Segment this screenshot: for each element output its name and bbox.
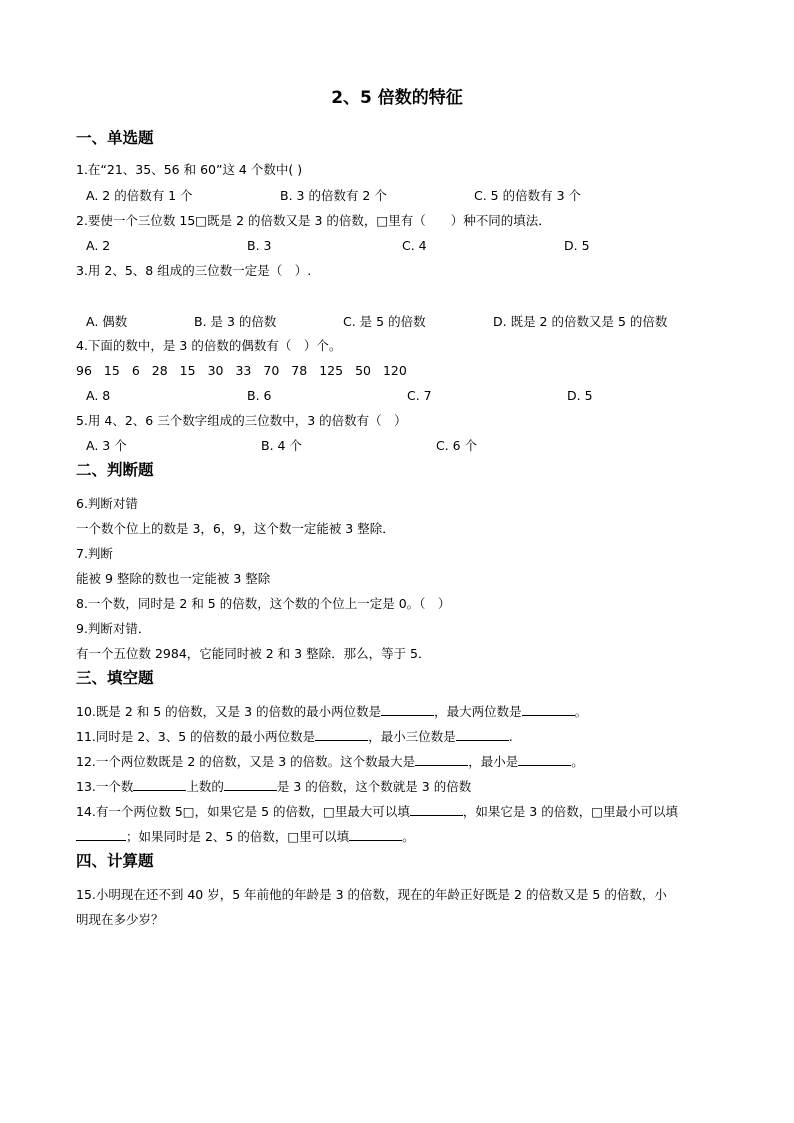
q5-option-b[interactable]: B. 4 个 (261, 438, 302, 453)
q10-text-b: ，最大两位数是 (434, 704, 522, 719)
q12-text-a: 12.一个两位数既是 2 的倍数，又是 3 的倍数。这个数最大是 (76, 754, 416, 769)
q12-blank-1[interactable] (415, 753, 468, 766)
number-item: 96 (76, 363, 92, 378)
q2-option-a[interactable]: A. 2 (86, 238, 111, 253)
q13-text-c: 是 3 的倍数，这个数就是 3 的倍数 (276, 779, 472, 794)
q14-text-a: 14.有一个两位数 5□，如果它是 5 的倍数，□里最大可以填 (76, 804, 410, 819)
number-item: 50 (355, 363, 371, 378)
q14-text-c: ；如果同时是 2、5 的倍数，□里可以填 (126, 829, 350, 844)
number-item: 15 (103, 363, 120, 378)
question-15-line-2: 明现在多少岁？ (76, 912, 164, 927)
question-8-stem: 8.一个数，同时是 2 和 5 的倍数，这个数的个位上一定是 0。（ ） (76, 596, 451, 611)
q11-text-c: . (508, 729, 513, 744)
question-12 (76, 753, 584, 770)
q3-option-b[interactable]: B. 是 3 的倍数 (194, 314, 277, 329)
q10-text-a: 10.既是 2 和 5 的倍数，又是 3 的倍数的最小两位数是 (76, 704, 382, 719)
number-item: 120 (382, 363, 407, 378)
question-14-line-2 (76, 828, 415, 845)
question-14-line-1 (76, 803, 678, 820)
question-9-stem: 9.判断对错． (76, 621, 151, 636)
q4-option-a[interactable]: A. 8 (86, 388, 111, 403)
q14-text-d: 。 (402, 829, 415, 844)
q11-blank-2[interactable] (456, 728, 509, 741)
q3-option-c[interactable]: C. 是 5 的倍数 (343, 314, 426, 329)
q14-text-b: ，如果它是 3 的倍数，□里最小可以填 (462, 804, 679, 819)
q12-text-b: ，最小是 (468, 754, 519, 769)
question-10 (76, 703, 587, 720)
q12-blank-2[interactable] (518, 753, 571, 766)
number-item: 78 (291, 363, 308, 378)
number-item: 6 (131, 363, 140, 378)
section-heading-true-false: 二、判断题 (76, 461, 154, 479)
number-item: 28 (151, 363, 168, 378)
q10-blank-1[interactable] (381, 703, 434, 716)
q14-blank-3[interactable] (349, 828, 402, 841)
q14-blank-1[interactable] (410, 803, 463, 816)
question-4-stem: 4.下面的数中，是 3 的倍数的偶数有（ ）个。 (76, 338, 342, 353)
q2-option-b[interactable]: B. 3 (247, 238, 272, 253)
question-11 (76, 728, 513, 745)
question-1-stem: 1.在“21、35、56 和 60”这 4 个数中( ) (76, 162, 303, 177)
q5-option-a[interactable]: A. 3 个 (86, 438, 127, 453)
q4-option-c[interactable]: C. 7 (407, 388, 432, 403)
number-item: 125 (319, 363, 344, 378)
q11-text-b: ，最小三位数是 (368, 729, 456, 744)
q11-blank-1[interactable] (315, 728, 368, 741)
question-3-stem: 3.用 2、5、8 组成的三位数一定是（ ）. (76, 263, 312, 278)
q5-option-c[interactable]: C. 6 个 (436, 438, 478, 453)
q10-blank-2[interactable] (522, 703, 575, 716)
q10-text-c: 。 (574, 704, 588, 719)
section-heading-single-choice: 一、单选题 (76, 129, 154, 147)
q4-option-d[interactable]: D. 5 (567, 388, 593, 403)
q13-text-a: 13.一个数 (76, 779, 134, 794)
q1-option-b[interactable]: B. 3 的倍数有 2 个 (280, 188, 387, 203)
section-heading-fill-blank: 三、填空题 (76, 669, 154, 687)
question-5-stem: 5.用 4、2、6 三个数字组成的三位数中，3 的倍数有（ ） (76, 413, 407, 428)
number-item: 70 (263, 363, 280, 378)
q13-text-b: 上数的 (186, 779, 224, 794)
q14-blank-2[interactable] (76, 828, 126, 841)
q3-option-a[interactable]: A. 偶数 (86, 314, 128, 329)
number-item: 15 (179, 363, 196, 378)
question-13 (76, 778, 471, 795)
q2-option-d[interactable]: D. 5 (564, 238, 590, 253)
number-item: 33 (235, 363, 252, 378)
question-9-body: 有一个五位数 2984，它能同时被 2 和 3 整除．那么，等于 5． (76, 646, 431, 661)
q11-text-a: 11.同时是 2、3、5 的倍数的最小两位数是 (76, 729, 316, 744)
q4-option-b[interactable]: B. 6 (247, 388, 272, 403)
question-4-number-list (76, 362, 419, 379)
q3-option-d[interactable]: D. 既是 2 的倍数又是 5 的倍数 (493, 314, 668, 329)
q12-text-c: 。 (571, 754, 584, 769)
question-6-stem: 6.判断对错 (76, 496, 138, 511)
q1-option-c[interactable]: C. 5 的倍数有 3 个 (474, 188, 582, 203)
section-heading-calculation: 四、计算题 (76, 852, 154, 870)
question-7-body: 能被 9 整除的数也一定能被 3 整除 (76, 571, 271, 586)
question-6-body: 一个数个位上的数是 3，6，9，这个数一定能被 3 整除． (76, 521, 395, 536)
q2-option-c[interactable]: C. 4 (402, 238, 427, 253)
question-2-stem: 2.要使一个三位数 15□既是 2 的倍数又是 3 的倍数，□里有（ ）种不同的填法． (76, 213, 551, 228)
q13-blank-2[interactable] (224, 778, 277, 791)
question-15-line-1: 15.小明现在还不到 40 岁，5 年前他的年龄是 3 的倍数，现在的年龄正好既是 2 的倍数又是 5 的倍数，小 (76, 887, 667, 902)
q1-option-a[interactable]: A. 2 的倍数有 1 个 (86, 188, 193, 203)
number-item: 30 (207, 363, 224, 378)
page-title: 2、5 倍数的特征 (331, 88, 463, 108)
q13-blank-1[interactable] (133, 778, 186, 791)
question-7-stem: 7.判断 (76, 546, 113, 561)
